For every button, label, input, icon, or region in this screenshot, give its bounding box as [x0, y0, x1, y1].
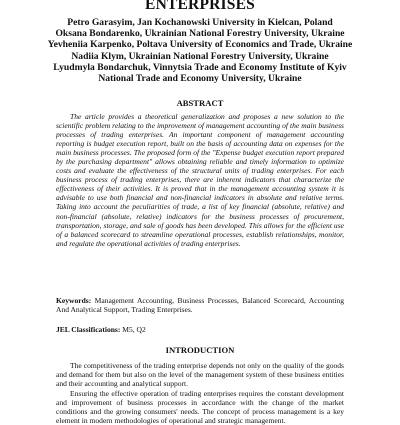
jel-label: JEL Classifications:: [56, 325, 121, 334]
keywords: [56, 296, 344, 314]
keywords-label: Keywords:: [56, 296, 92, 305]
jel-classifications: [56, 325, 344, 334]
author-line: National Trade and Economy University, Ukraine: [98, 73, 302, 85]
keywords-text: Management Accounting, Business Processes, Balanced Scorecard, Accounting And Analytical Support, Trading Enterprises.: [56, 296, 344, 315]
introduction-heading: INTRODUCTION: [165, 345, 235, 355]
jel-text: M5, Q2: [120, 325, 146, 334]
author-line: Nadiia Klym, Ukrainian National Forestry University, Ukraine: [71, 50, 329, 62]
intro-paragraph: The competitiveness of the trading enterprise depends not only on the quality of the goods and demand for them but also on the level of the management system of these business entities and their accounting and analytical support.: [56, 361, 344, 389]
author-list: [40, 17, 360, 84]
author-line: Yevheniia Karpenko, Poltava University of Economics and Trade, Ukraine: [47, 39, 353, 51]
abstract-heading: ABSTRACT: [176, 98, 224, 108]
author-line: Petro Garasyim, Jan Kochanowski University in Kielcan, Poland: [67, 17, 333, 28]
author-line: Oksana Bondarenko, Ukrainian National Forestry University, Ukraine: [55, 28, 345, 40]
author-line: Lyudmyla Bondarchuk, Vinnytsia Trade and Economy Institute of Kyiv: [53, 61, 347, 73]
paper-title: ENTERPRISES: [145, 0, 255, 13]
abstract-text: The article provides a theoretical generalization and proposes a new solution to the scientific problem relating to the improvement of management accounting of the main business processes of trading enterprises. An important component of management accounting reporting is budget execution report, built on the basis of accounting data on expenses for the main business processes. The proposed form of the "Expense budget execution report prepared by the purchasing department" allows obtaining reliable and timely information to optimize costs and evaluate the effectiveness of the structural units of trading enterprises. For each business process of trading enterprises, there are inherent indicators that characterize the effectiveness of their activities. It is proved that in the management accounting system it is advisable to use both financial and non-financial indicators in absolute and relative terms. Taking into account the peculiarities of trade, a list of key financial (absolute, relative) and non-financial (absolute, relative) indicators for the business processes of procurement, transportation, storage, and sale of goods has been developed. This allows for the efficient use of a balanced scorecard to streamline operational processes, establish relationships, monitor, and regulate the operational activities of trading enterprises.: [56, 112, 344, 248]
intro-paragraph: Ensuring the effective operation of trading enterprises requires the constant development and improvement of business processes in accordance with the change of the market conditions and the growing consumers' needs. The concept of process management is a key element in modern methodologies of operational and strategic management.: [56, 389, 344, 425]
